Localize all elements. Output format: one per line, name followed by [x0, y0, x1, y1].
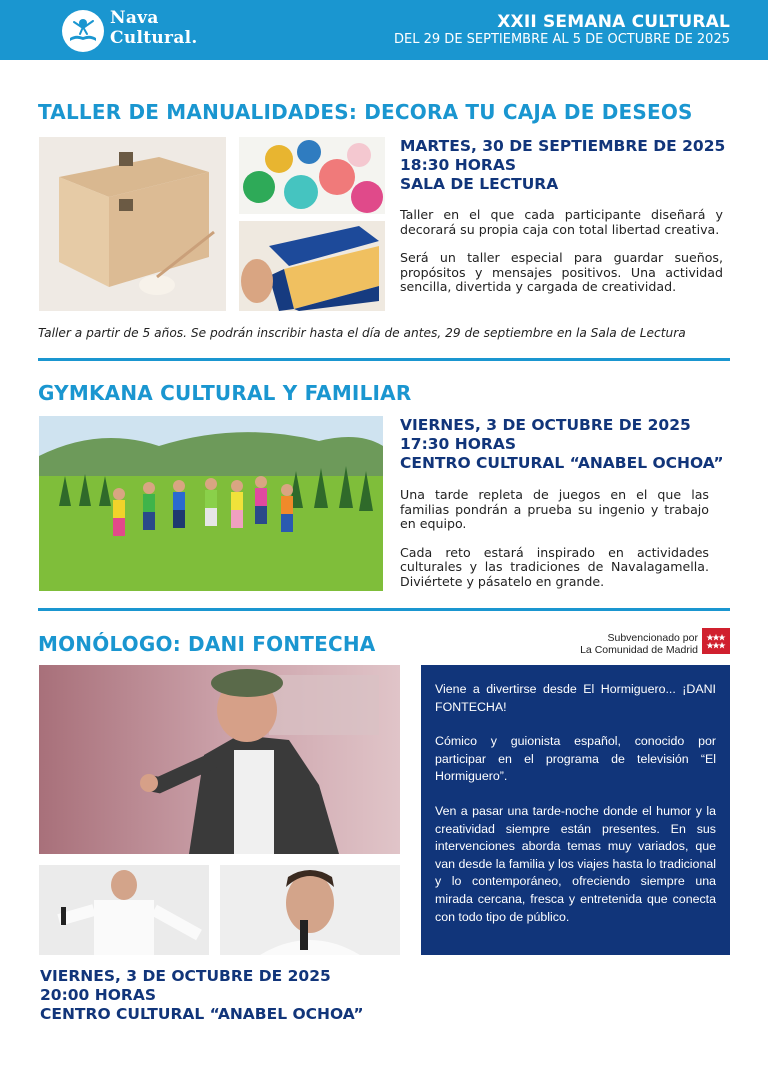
decorated-box-photo	[239, 221, 385, 311]
gymkana-date: VIERNES, 3 DE OCTUBRE DE 2025	[400, 416, 691, 434]
workshop-paragraph-1: Taller en el que cada participante diseñará y decorará su propia caja con total libertad creativa.	[400, 207, 723, 237]
event-series-title: XXII SEMANA CULTURAL	[497, 12, 730, 32]
section-divider-1	[38, 358, 730, 361]
comedian-photo-2	[39, 865, 209, 955]
comedian-photo-3	[220, 865, 400, 955]
section-divider-2	[38, 608, 730, 611]
comunidad-madrid-flag-icon	[702, 628, 730, 654]
comedian-info-box	[421, 665, 730, 955]
workshop-note: Taller a partir de 5 años. Se podrán inscribir hasta el día de antes, 29 de septiembre en la Sala de Lectura	[38, 326, 686, 340]
monologue-title: MONÓLOGO: DANI FONTECHA	[38, 632, 376, 656]
gymkana-time: 17:30 HORAS	[400, 435, 516, 453]
logo-text-cultural: Cultural.	[110, 28, 198, 48]
workshop-date: MARTES, 30 DE SEPTIEMBRE DE 2025	[400, 137, 726, 155]
workshop-time: 18:30 HORAS	[400, 156, 516, 174]
subsidy-label	[578, 632, 698, 656]
logo-text-nava: Nava	[110, 8, 159, 28]
nava-cultural-logo	[62, 8, 202, 54]
workshop-title: TALLER DE MANUALIDADES: DECORA TU CAJA DE DESEOS	[38, 100, 693, 124]
workshop-description	[400, 208, 723, 309]
comedian-paragraph-2: Cómico y guionista español, conocido por participar en el programa de televisión “El Hormiguero”.	[435, 734, 716, 784]
comedian-main-photo	[39, 665, 400, 854]
event-series-dates: DEL 29 DE SEPTIEMBRE AL 5 DE OCTUBRE DE 2025	[394, 32, 730, 47]
workshop-paragraph-2: Será un taller especial para guardar sueños, propósitos y mensajes positivos. Una actividad sencilla, divertida y cargada de creatividad.	[400, 250, 723, 294]
wooden-box-photo	[39, 137, 226, 311]
logo-emblem-icon	[62, 10, 104, 52]
kids-playing-photo	[39, 416, 383, 591]
gymkana-paragraph-2: Cada reto estará inspirado en actividades culturales y las tradiciones de Navalagamella. Diviértete y pásatelo en grande.	[400, 544, 709, 589]
gymkana-paragraph-1: Una tarde repleta de juegos en el que las familias pondrán a prueba su ingenio y trabajo en equipo.	[400, 487, 709, 531]
comedian-paragraph-1: Viene a divertirse desde El Hormiguero... ¡DANI FONTECHA!	[435, 682, 716, 714]
subsidy-line-1: Subvencionado por	[607, 632, 698, 644]
gymkana-description	[400, 488, 709, 603]
monologue-time: 20:00 HORAS	[40, 986, 156, 1004]
paint-palette-photo	[239, 137, 385, 214]
page-header	[0, 0, 768, 60]
workshop-place: SALA DE LECTURA	[400, 175, 559, 193]
monologue-date: VIERNES, 3 DE OCTUBRE DE 2025	[40, 967, 331, 985]
subsidy-line-2: La Comunidad de Madrid	[580, 644, 698, 656]
gymkana-title: GYMKANA CULTURAL Y FAMILIAR	[38, 381, 412, 405]
comedian-paragraph-3: Ven a pasar una tarde-noche donde el humor y la creatividad siempre están presentes. En sus intervenciones aborda temas muy variados, que van desde la familia y los viajes hasta lo tradicional y lo contemporáneo, ofreciendo siempre una mirada cercana, fresca y entretenida que conecta con todo tipo de público.	[435, 803, 716, 924]
monologue-place: CENTRO CULTURAL “ANABEL OCHOA”	[40, 1005, 364, 1023]
gymkana-place: CENTRO CULTURAL “ANABEL OCHOA”	[400, 454, 724, 472]
